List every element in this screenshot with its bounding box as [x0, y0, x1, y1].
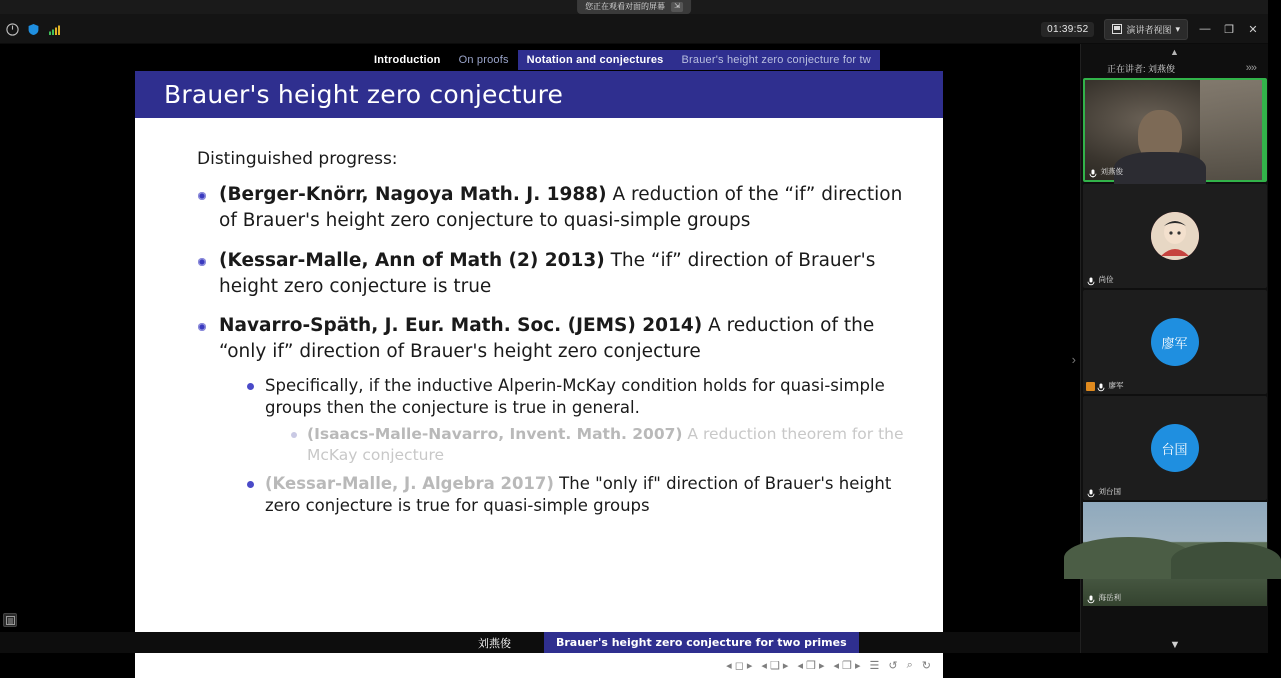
participant-tile[interactable] [1083, 396, 1267, 500]
sub-bullet-text: Specifically, if the inductive Alperin-McKay condition holds for quasi-simple groups then the conjecture is true in general. [265, 375, 885, 418]
raise-hand-badge [1086, 382, 1095, 391]
photo-avatar-icon [1151, 212, 1199, 260]
chevron-down-icon: ▾ [1175, 23, 1180, 34]
screen-share-notice-bar [0, 0, 1268, 14]
meeting-timer: 01:39:52 [1041, 22, 1094, 37]
sidebar-toggle-button[interactable] [3, 613, 17, 627]
list-item [193, 248, 911, 301]
microphone-icon [1089, 169, 1097, 178]
scroll-down-arrow-icon[interactable]: ▼ [1169, 639, 1181, 651]
bullet-citation: Navarro-Späth, J. Eur. Math. Soc. (JEMS) 2014) [219, 315, 703, 337]
participant-video [1083, 502, 1267, 606]
maximize-button[interactable]: ❐ [1224, 23, 1234, 36]
slide-header [135, 71, 943, 118]
meeting-toolbar [0, 14, 1268, 44]
menu-icon[interactable]: ☰ [869, 659, 880, 672]
presenter-name: 刘燕俊 [478, 637, 511, 650]
participant-tile[interactable] [1083, 290, 1267, 394]
power-icon[interactable] [6, 23, 19, 36]
active-speaker-indicator [1262, 80, 1265, 180]
prev-frame-button[interactable]: ◂ ❑ ▸ [761, 659, 789, 672]
next-slide-arrow-icon[interactable]: › [1071, 352, 1076, 367]
screen-share-icon: ⇲ [671, 2, 683, 12]
layout-icon [1112, 24, 1122, 34]
next-frame-button[interactable]: ◂ ❒ ▸ [797, 659, 825, 672]
speaker-view-label: 演讲者视图 [1126, 24, 1172, 35]
avatar-initial: 廖军 [1161, 336, 1188, 352]
more-options-icon[interactable]: »» [1245, 62, 1256, 74]
sub-sub-bullet-citation: (Isaacs-Malle-Navarro, Invent. Math. 2007) [307, 425, 683, 444]
first-slide-button[interactable]: ◂ ◻ ▸ [726, 659, 753, 672]
list-item [243, 375, 911, 466]
slide-status-bar [0, 632, 1080, 653]
bullet-text: A reduction of the “only if” direction of Brauer's height zero conjecture [219, 315, 875, 363]
sub-sub-bullet-text: A reduction theorem for the McKay conjecture [307, 425, 904, 465]
slide-navigation-strip [365, 50, 943, 70]
speaker-view-button[interactable] [1104, 19, 1188, 40]
now-speaking-text: 正在讲者: 刘燕俊 [1107, 63, 1176, 74]
list-item [243, 473, 911, 518]
nav-item-notation-and-conjectures[interactable]: Notation and conjectures [518, 50, 673, 70]
microphone-icon [1087, 277, 1095, 286]
participant-name: 海岳利 [1098, 593, 1121, 602]
nav-item-introduction[interactable]: Introduction [374, 54, 441, 66]
slide-body [135, 118, 943, 678]
scroll-up-arrow-icon[interactable]: ▲ [1170, 47, 1179, 57]
avatar [1151, 212, 1199, 260]
close-button[interactable]: ✕ [1248, 23, 1258, 36]
slide-lead-text: Distinguished progress: [197, 149, 398, 169]
microphone-icon [1087, 489, 1095, 498]
slide-title: Brauer's height zero conjecture [164, 80, 564, 109]
list-item [193, 313, 911, 518]
participant-name: 刘燕俊 [1100, 167, 1123, 176]
bullet-citation: (Berger-Knörr, Nagoya Math. J. 1988) [219, 184, 607, 205]
avatar [1151, 424, 1199, 472]
bullet-text: A reduction of the “if” direction of Brauer's height zero conjecture to quasi-simple groups [219, 184, 903, 232]
now-speaking-label [1081, 60, 1268, 76]
toolbar-right-controls [1041, 14, 1260, 44]
participant-name: 刘台国 [1098, 487, 1121, 496]
participant-panel [1080, 44, 1268, 653]
nav-item-brauer-height-zero[interactable] [673, 50, 880, 70]
microphone-icon [1097, 383, 1105, 392]
shared-screen [0, 44, 1080, 672]
redo-icon[interactable]: ↻ [921, 659, 931, 672]
toolbar-left-icons [6, 14, 61, 44]
screen-share-notice [577, 0, 691, 14]
signal-icon[interactable] [48, 23, 61, 36]
minimize-button[interactable]: — [1199, 23, 1211, 35]
participant-name: 廖军 [1108, 381, 1124, 390]
slide [135, 71, 943, 678]
participant-tile[interactable] [1083, 184, 1267, 288]
document-title: Brauer's height zero conjecture for two primes [544, 632, 859, 653]
participant-tile-active[interactable] [1083, 78, 1267, 182]
participant-name: 尚俭 [1098, 275, 1114, 284]
nav-item-on-proofs[interactable]: On proofs [458, 54, 509, 66]
slide-sub-sub-bullet-list [287, 424, 911, 466]
search-icon[interactable]: ⌕ [906, 658, 913, 671]
list-item [193, 182, 911, 235]
slide-bullet-list [193, 182, 911, 518]
participant-video [1085, 80, 1265, 180]
avatar-initial: 台国 [1161, 442, 1188, 458]
avatar [1151, 318, 1199, 366]
microphone-icon [1087, 595, 1095, 604]
slide-navigation-controls [135, 652, 943, 678]
undo-icon[interactable]: ↺ [888, 659, 898, 672]
screen-share-notice-text: 您正在观看对面的屏幕 [585, 2, 666, 11]
nav-item-brauer-height-zero-label: Brauer's height zero conjecture for tw [681, 54, 871, 66]
slide-sub-bullet-list [243, 375, 911, 518]
sub-bullet-text: The "only if" direction of Brauer's height zero conjecture is true for quasi-simple groups [265, 474, 892, 516]
sub-bullet-citation: (Kessar-Malle, J. Algebra 2017) [265, 474, 554, 493]
shield-icon[interactable] [27, 23, 40, 36]
bullet-citation: (Kessar-Malle, Ann of Math (2) 2013) [219, 249, 605, 271]
list-item [287, 424, 911, 466]
bullet-text: The “if” direction of Brauer's height zero conjecture is true [219, 249, 876, 297]
participant-tile[interactable] [1083, 502, 1267, 606]
last-slide-button[interactable]: ◂ ❐ ▸ [833, 659, 861, 672]
